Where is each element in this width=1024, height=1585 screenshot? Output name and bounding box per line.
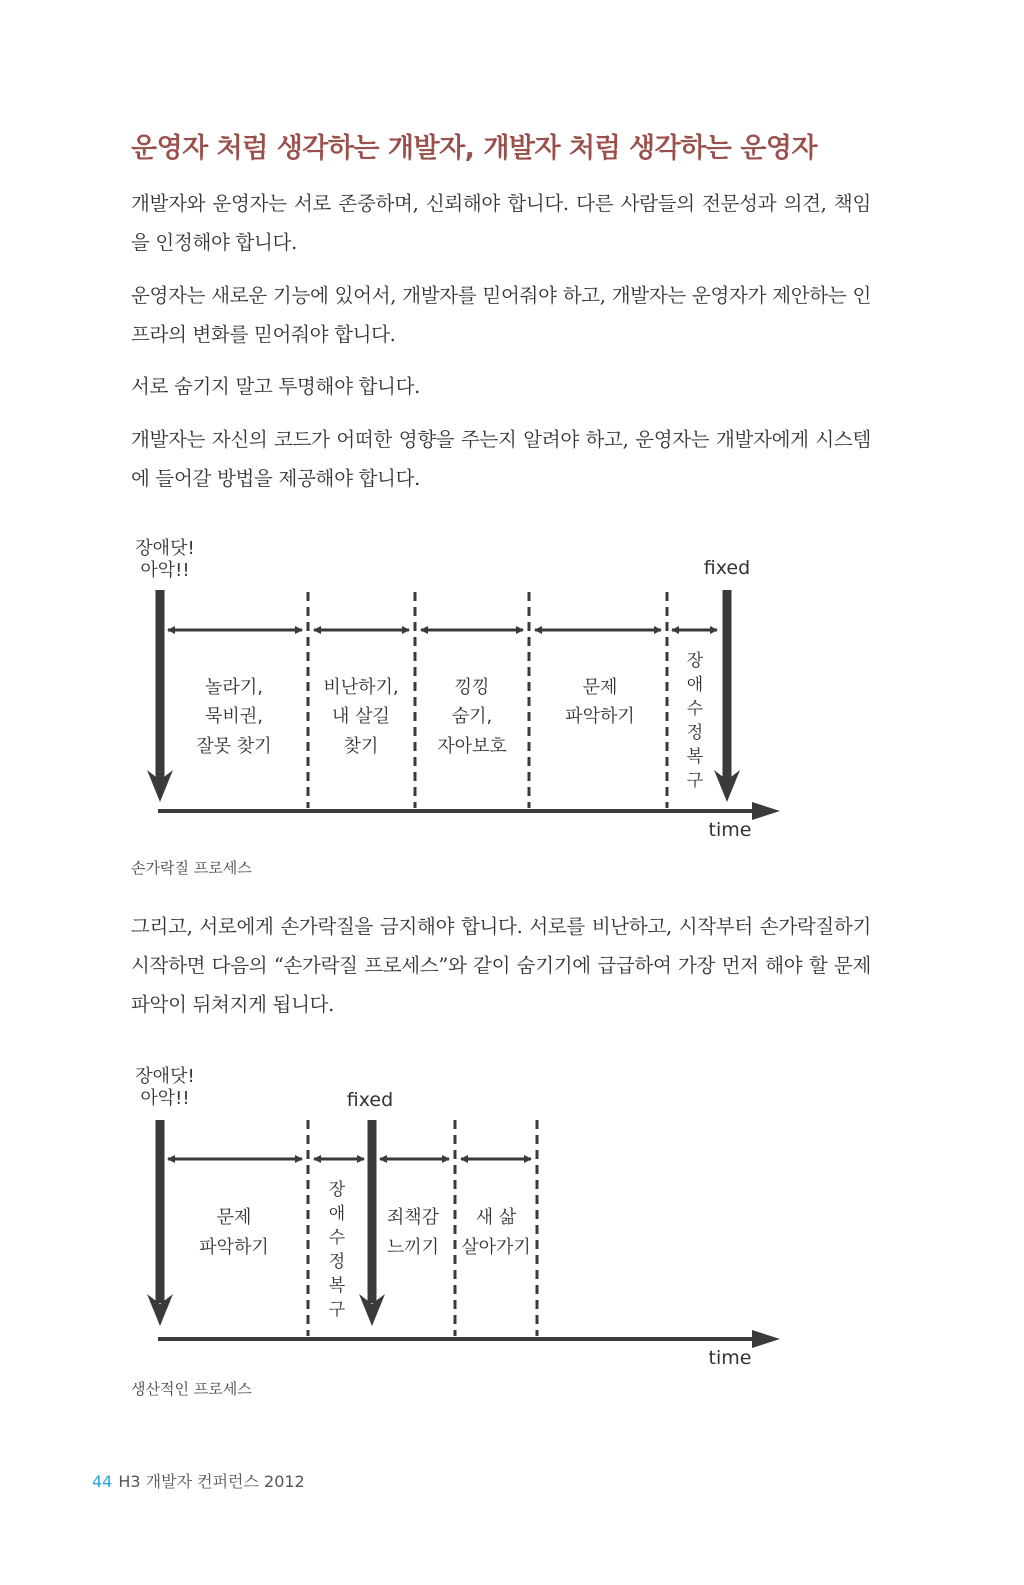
phase-new-life — [461, 1207, 531, 1258]
phase-text: 놀라기, — [205, 677, 263, 698]
incident-label: 장애닷! — [135, 1066, 195, 1087]
page-number: 44 — [92, 1472, 113, 1491]
fixed-label: fixed — [346, 1089, 394, 1111]
fixed-label: fixed — [703, 557, 751, 579]
phase-guilt — [387, 1207, 440, 1258]
phase-text: 새 삶 — [475, 1207, 517, 1228]
phase-text: 느끼기 — [386, 1237, 440, 1258]
diagram2-caption: 생산적인 프로세스 — [131, 1380, 252, 1398]
phase-text: 구 — [686, 771, 704, 791]
page-footer — [92, 1469, 305, 1492]
footer-text: H3 개발자 컨퍼런스 2012 — [118, 1472, 305, 1491]
phase-text: 죄책감 — [386, 1207, 440, 1228]
time-label: time — [708, 1347, 752, 1369]
phase-text: 내 살길 — [332, 706, 390, 727]
phase-text: 살아가기 — [461, 1237, 531, 1258]
finger-pointing-process-diagram — [120, 530, 800, 850]
phase-hide — [437, 676, 507, 757]
phase-text: 복 — [686, 747, 704, 767]
phase-text: 정 — [686, 723, 704, 743]
phase-diagnose — [199, 1207, 269, 1258]
paragraph-transparency: 서로 숨기지 말고 투명해야 합니다. — [131, 375, 421, 398]
phase-text: 묵비권, — [205, 706, 263, 727]
phase-text: 수 — [686, 699, 704, 719]
phase-panic — [196, 677, 271, 757]
phase-text: 장 — [686, 651, 704, 671]
phase-text: 자아보호 — [437, 736, 507, 757]
paragraph-respect: 개발자와 운영자는 서로 존중하며, 신뢰해야 합니다. 다른 사람들의 전문성과 의견, 책임을 인정해야 합니다. — [131, 192, 871, 254]
phase-text: 잘못 찾기 — [196, 736, 272, 757]
phase-text: 파악하기 — [199, 1237, 269, 1258]
time-axis-arrowhead — [752, 802, 780, 820]
phase-text: 수 — [328, 1228, 346, 1248]
phase-text: 복 — [328, 1276, 346, 1296]
incident-label: 장애닷! — [135, 538, 195, 559]
phase-text: 구 — [328, 1300, 346, 1320]
paragraph-no-blame: 그리고, 서로에게 손가락질을 금지해야 합니다. 서로를 비난하고, 시작부터 손가락질하기 시작하면 다음의 “손가락질 프로세스”와 같이 숨기기에 급급하여 가장 먼저 해야 할 문제 파악이 뒤쳐지게 됩니다. — [131, 915, 871, 1016]
phase-blame — [323, 677, 398, 757]
incident-label: 아악!! — [140, 1088, 190, 1109]
phase-text: 정 — [328, 1252, 346, 1272]
paragraph-trust: 운영자는 새로운 기능에 있어서, 개발자를 믿어줘야 하고, 개발자는 운영자가 제안하는 인프라의 변화를 믿어줘야 합니다. — [131, 284, 871, 346]
phase-text: 애 — [686, 675, 704, 695]
phase-text: 찾기 — [343, 736, 379, 757]
incident-label: 아악!! — [140, 560, 190, 581]
phase-recovery — [687, 651, 704, 791]
phase-text: 파악하기 — [565, 706, 635, 727]
phase-text: 비난하기, — [323, 677, 399, 698]
phase-text: 문제 — [582, 677, 618, 698]
time-label: time — [708, 819, 752, 841]
phase-text: 장 — [328, 1180, 346, 1200]
phase-text: 낑낑 — [454, 677, 490, 698]
diagram1-caption: 손가락질 프로세스 — [131, 859, 252, 877]
phase-text: 애 — [328, 1204, 346, 1224]
section-heading: 운영자 처럼 생각하는 개발자, 개발자 처럼 생각하는 운영자 — [131, 133, 818, 164]
phase-text: 숨기, — [451, 706, 493, 727]
paragraph-communication: 개발자는 자신의 코드가 어떠한 영향을 주는지 알려야 하고, 운영자는 개발자에게 시스템에 들어갈 방법을 제공해야 합니다. — [131, 428, 871, 490]
phase-diagnose — [565, 677, 635, 727]
phase-recovery — [329, 1180, 346, 1320]
productive-process-diagram — [120, 1058, 800, 1378]
time-axis-arrowhead — [752, 1330, 780, 1348]
phase-text: 문제 — [216, 1207, 252, 1228]
